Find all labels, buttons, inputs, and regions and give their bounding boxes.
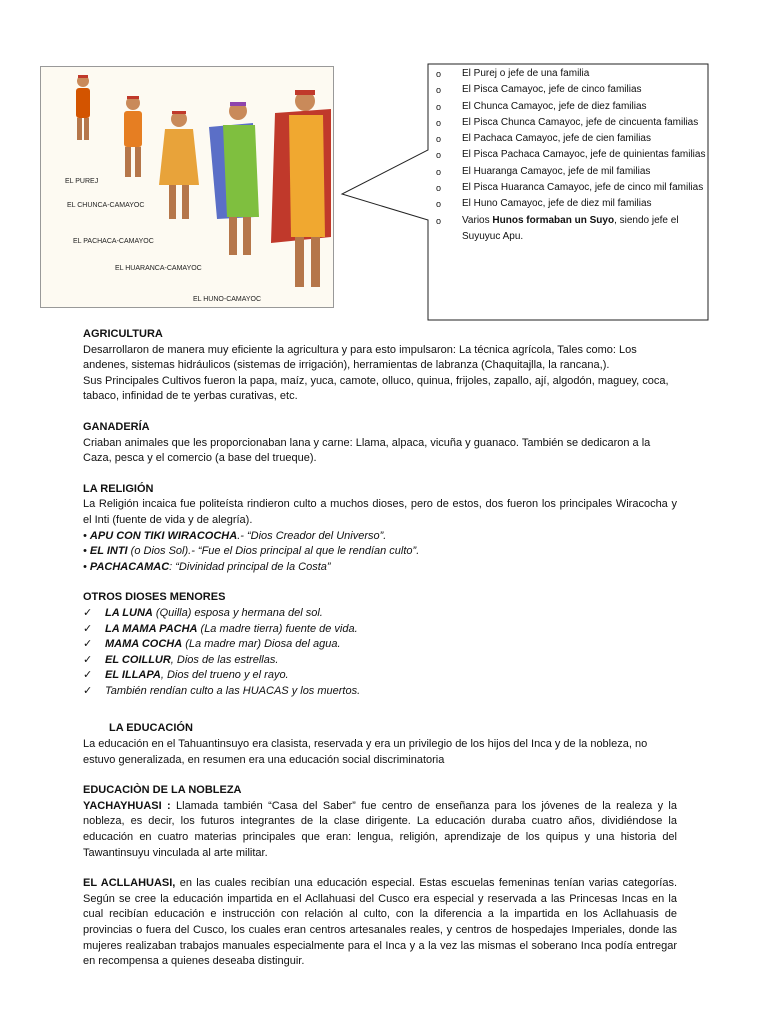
- agricultura-text-1: Desarrollaron de manera muy eficiente la agricultura y para esto impulsaron: La técnica agrícola, Tales como: Los andenes, sistemas hidráulicos (sistemas de irrigación), herramientas de labranza (Chaquitajlla, la rancana,).: [83, 343, 637, 372]
- document-body: [83, 327, 677, 970]
- minor-god-item: ✓ MAMA COCHA (La madre mar) Diosa del agua.: [83, 637, 677, 653]
- figure-huno: [271, 90, 331, 287]
- ganaderia-text: Criaban animales que les proporcionaban lana y carne: Llama, alpaca, vicuña y guanaco. También se dedicaron a la Caza, pesca y el comercio (a base del trueque).: [83, 436, 651, 465]
- hierarchy-item: o El Huno Camayoc, jefe de diez mil familias: [436, 198, 652, 210]
- label-huaranca: EL HUARANCA-CAMAYOC: [115, 265, 202, 272]
- deity-item: • EL INTI (o Dios Sol).- “Fue el Dios principal al que le rendían culto”.: [83, 545, 420, 558]
- heading-agricultura: AGRICULTURA: [83, 328, 163, 340]
- check-icon: ✓: [83, 638, 93, 651]
- acllahuasi-text: EL ACLLAHUASI, en las cuales recibían una educación especial. Estas escuelas femeninas tenían varias categorías. Según se cree la educación impartida en el Acllahuasi del Cusco era especial y reservada a las Princesas Incas en la cual recibían educación e instrucción con relación al culto, con la diferencia a la impartida en los Acllahuasis de provincias o fuera del Cusco, los cuales eran centros artesanales reales, y centros de hospedajes Imperiales, donde las mujeres realizaban trabajos manuales especialmente para el Inca y a la vez las mismas el soberano Inca podía entregar en recompensa a quienes deseaba distinguir.: [83, 877, 677, 968]
- label-chunca: EL CHUNCA-CAMAYOC: [67, 202, 145, 209]
- deity-item: • PACHACAMAC: “Divinidad principal de la Costa”: [83, 560, 331, 573]
- figure-purej: [76, 75, 90, 140]
- figure-huaranca: [209, 102, 259, 255]
- minor-god-item: ✓ EL COILLUR, Dios de las estrellas.: [83, 653, 677, 669]
- check-icon: ✓: [83, 622, 93, 635]
- yachayhuasi-text: YACHAYHUASI : Llamada también “Casa del Saber” fue centro de enseñanza para los jóvenes de la realeza y la nobleza, es decir, los futuros integrantes de la clase dirigente. La educación duraba cuatro años, dividiéndose la educación en cuatro materias principales que eran: lengua, religión, aprendizaje de los quipus y una historia del Tawantinsuyu vinculada al arte militar.: [83, 799, 677, 859]
- educacion-text: La educación en el Tahuantinsuyo era clasista, reservada y era un privilegio de los hijos del Inca y de la nobleza, no estuvo generalizada, en resumen era una educación social discriminatoria: [83, 738, 648, 766]
- heading-nobleza: EDUCACIÒN DE LA NOBLEZA: [83, 784, 242, 797]
- officials-figures: [41, 67, 333, 307]
- hierarchy-item: o El Chunca Camayoc, jefe de diez familias: [436, 100, 647, 112]
- hierarchy-item: o El Pisca Chunca Camayoc, jefe de cincuenta familias: [436, 116, 699, 128]
- deity-item: • APU CON TIKI WIRACOCHA.- “Dios Creador del Universo”.: [83, 529, 387, 542]
- hierarchy-item: o El Pisca Pachaca Camayoc, jefe de quinientas familias: [436, 149, 706, 161]
- hierarchy-item: o El Purej o jefe de una familia: [436, 68, 590, 79]
- figure-pachaca: [159, 111, 199, 219]
- hierarchy-item: o El Huaranga Camayoc, jefe de mil familias: [436, 165, 651, 177]
- minor-god-item: ✓ EL ILLAPA, Dios del trueno y el rayo.: [83, 668, 677, 684]
- inca-officials-illustration: [40, 66, 334, 308]
- minor-god-item: ✓ LA MAMA PACHA (La madre tierra) fuente de vida.: [83, 622, 677, 638]
- label-purej: EL PUREJ: [65, 178, 99, 185]
- heading-religion: LA RELIGIÓN: [83, 482, 154, 495]
- heading-educacion: LA EDUCACIÓN: [109, 722, 193, 735]
- minor-god-item: ✓ También rendían culto a las HUACAS y los muertos.: [83, 684, 677, 700]
- check-icon: ✓: [83, 684, 93, 697]
- heading-dioses-menores: OTROS DIOSES MENORES: [83, 591, 226, 604]
- label-pachaca: EL PACHACA-CAMAYOC: [73, 238, 154, 245]
- figure-chunca: [124, 96, 142, 177]
- check-icon: ✓: [83, 606, 93, 619]
- check-icon: ✓: [83, 653, 93, 666]
- label-huno: EL HUNO-CAMAYOC: [193, 296, 262, 303]
- heading-ganaderia: GANADERÍA: [83, 420, 150, 433]
- hierarchy-list: [428, 66, 706, 245]
- hierarchy-item: o Varios Hunos formaban un Suyo, siendo jefe el Suyuyuc Apu.: [436, 214, 679, 242]
- hierarchy-item: o El Pisca Camayoc, jefe de cinco familias: [436, 84, 642, 96]
- check-icon: ✓: [83, 669, 93, 682]
- agricultura-text-2: Sus Principales Cultivos fueron la papa, maíz, yuca, camote, olluco, quinua, frijoles, zapallo, ají, algodón, maguey, coca, tabaco, infinidad de te yerbas curativas, etc.: [83, 374, 669, 403]
- religion-text: La Religión incaica fue politeísta rindieron culto a muchos dioses, pero de estos, dos fueron los principales Wiracocha y el Inti (fuente de vida y de alegría).: [83, 498, 677, 526]
- minor-god-item: ✓ LA LUNA (Quilla) esposa y hermana del sol.: [83, 606, 677, 622]
- hierarchy-item: o El Pisca Huaranca Camayoc, jefe de cinco mil familias: [436, 182, 704, 194]
- hierarchy-item: o El Pachaca Camayoc, jefe de cien familias: [436, 133, 651, 145]
